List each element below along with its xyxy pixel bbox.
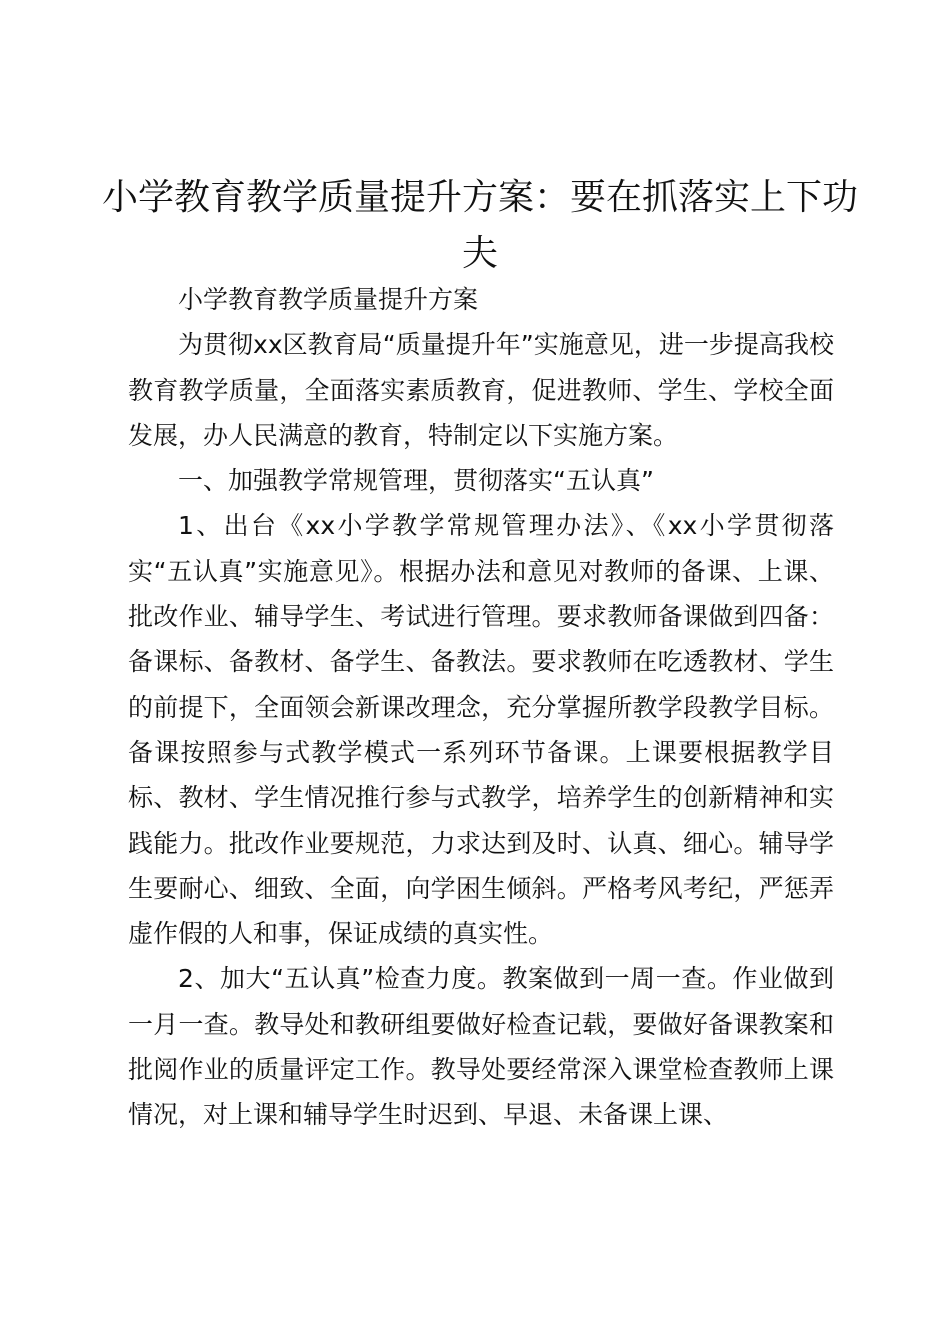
item-1-paragraph: 1、出台《xx小学教学常规管理办法》、《xx小学贯彻落实“五认真”实施意见》。根据办法和意见对教师的备课、上课、批改作业、辅导学生、考试进行管理。要求教师备课做到四备：备课标、备教材、备学生、备教法。要求教师在吃透教材、学生的前提下，全面领会新课改理念，充分掌握所教学段教学目标。备课按照参与式教学模式一系列环节备课。上课要根据教学目标、教材、学生情况推行参与式教学，培养学生的创新精神和实践能力。批改作业要规范，力求达到及时、认真、细心。辅导学生要耐心、细致、全面，向学困生倾斜。严格考风考纪，严惩弄虚作假的人和事，保证成绩的真实性。	[128, 511, 834, 949]
subtitle-paragraph: 小学教育教学质量提升方案	[178, 285, 479, 314]
item-2-paragraph: 2、加大“五认真”检查力度。教案做到一周一查。作业做到一月一查。教导处和教研组要做好检查记载，要做好备课教案和批阅作业的质量评定工作。教导处要经常深入课堂检查教师上课情况，对上课和辅导学生时迟到、早退、未备课上课、	[128, 964, 834, 1130]
section-heading: 一、加强教学常规管理，贯彻落实“五认真”	[178, 466, 654, 496]
document-title: 小学教育教学质量提升方案：要在抓落实上下功夫	[101, 177, 858, 274]
intro-paragraph: 为贯彻xx区教育局“质量提升年”实施意见，进一步提高我校教育教学质量，全面落实素质教育，促进教师、学生、学校全面发展，办人民满意的教育，特制定以下实施方案。	[128, 330, 834, 450]
document-body	[128, 277, 834, 1138]
